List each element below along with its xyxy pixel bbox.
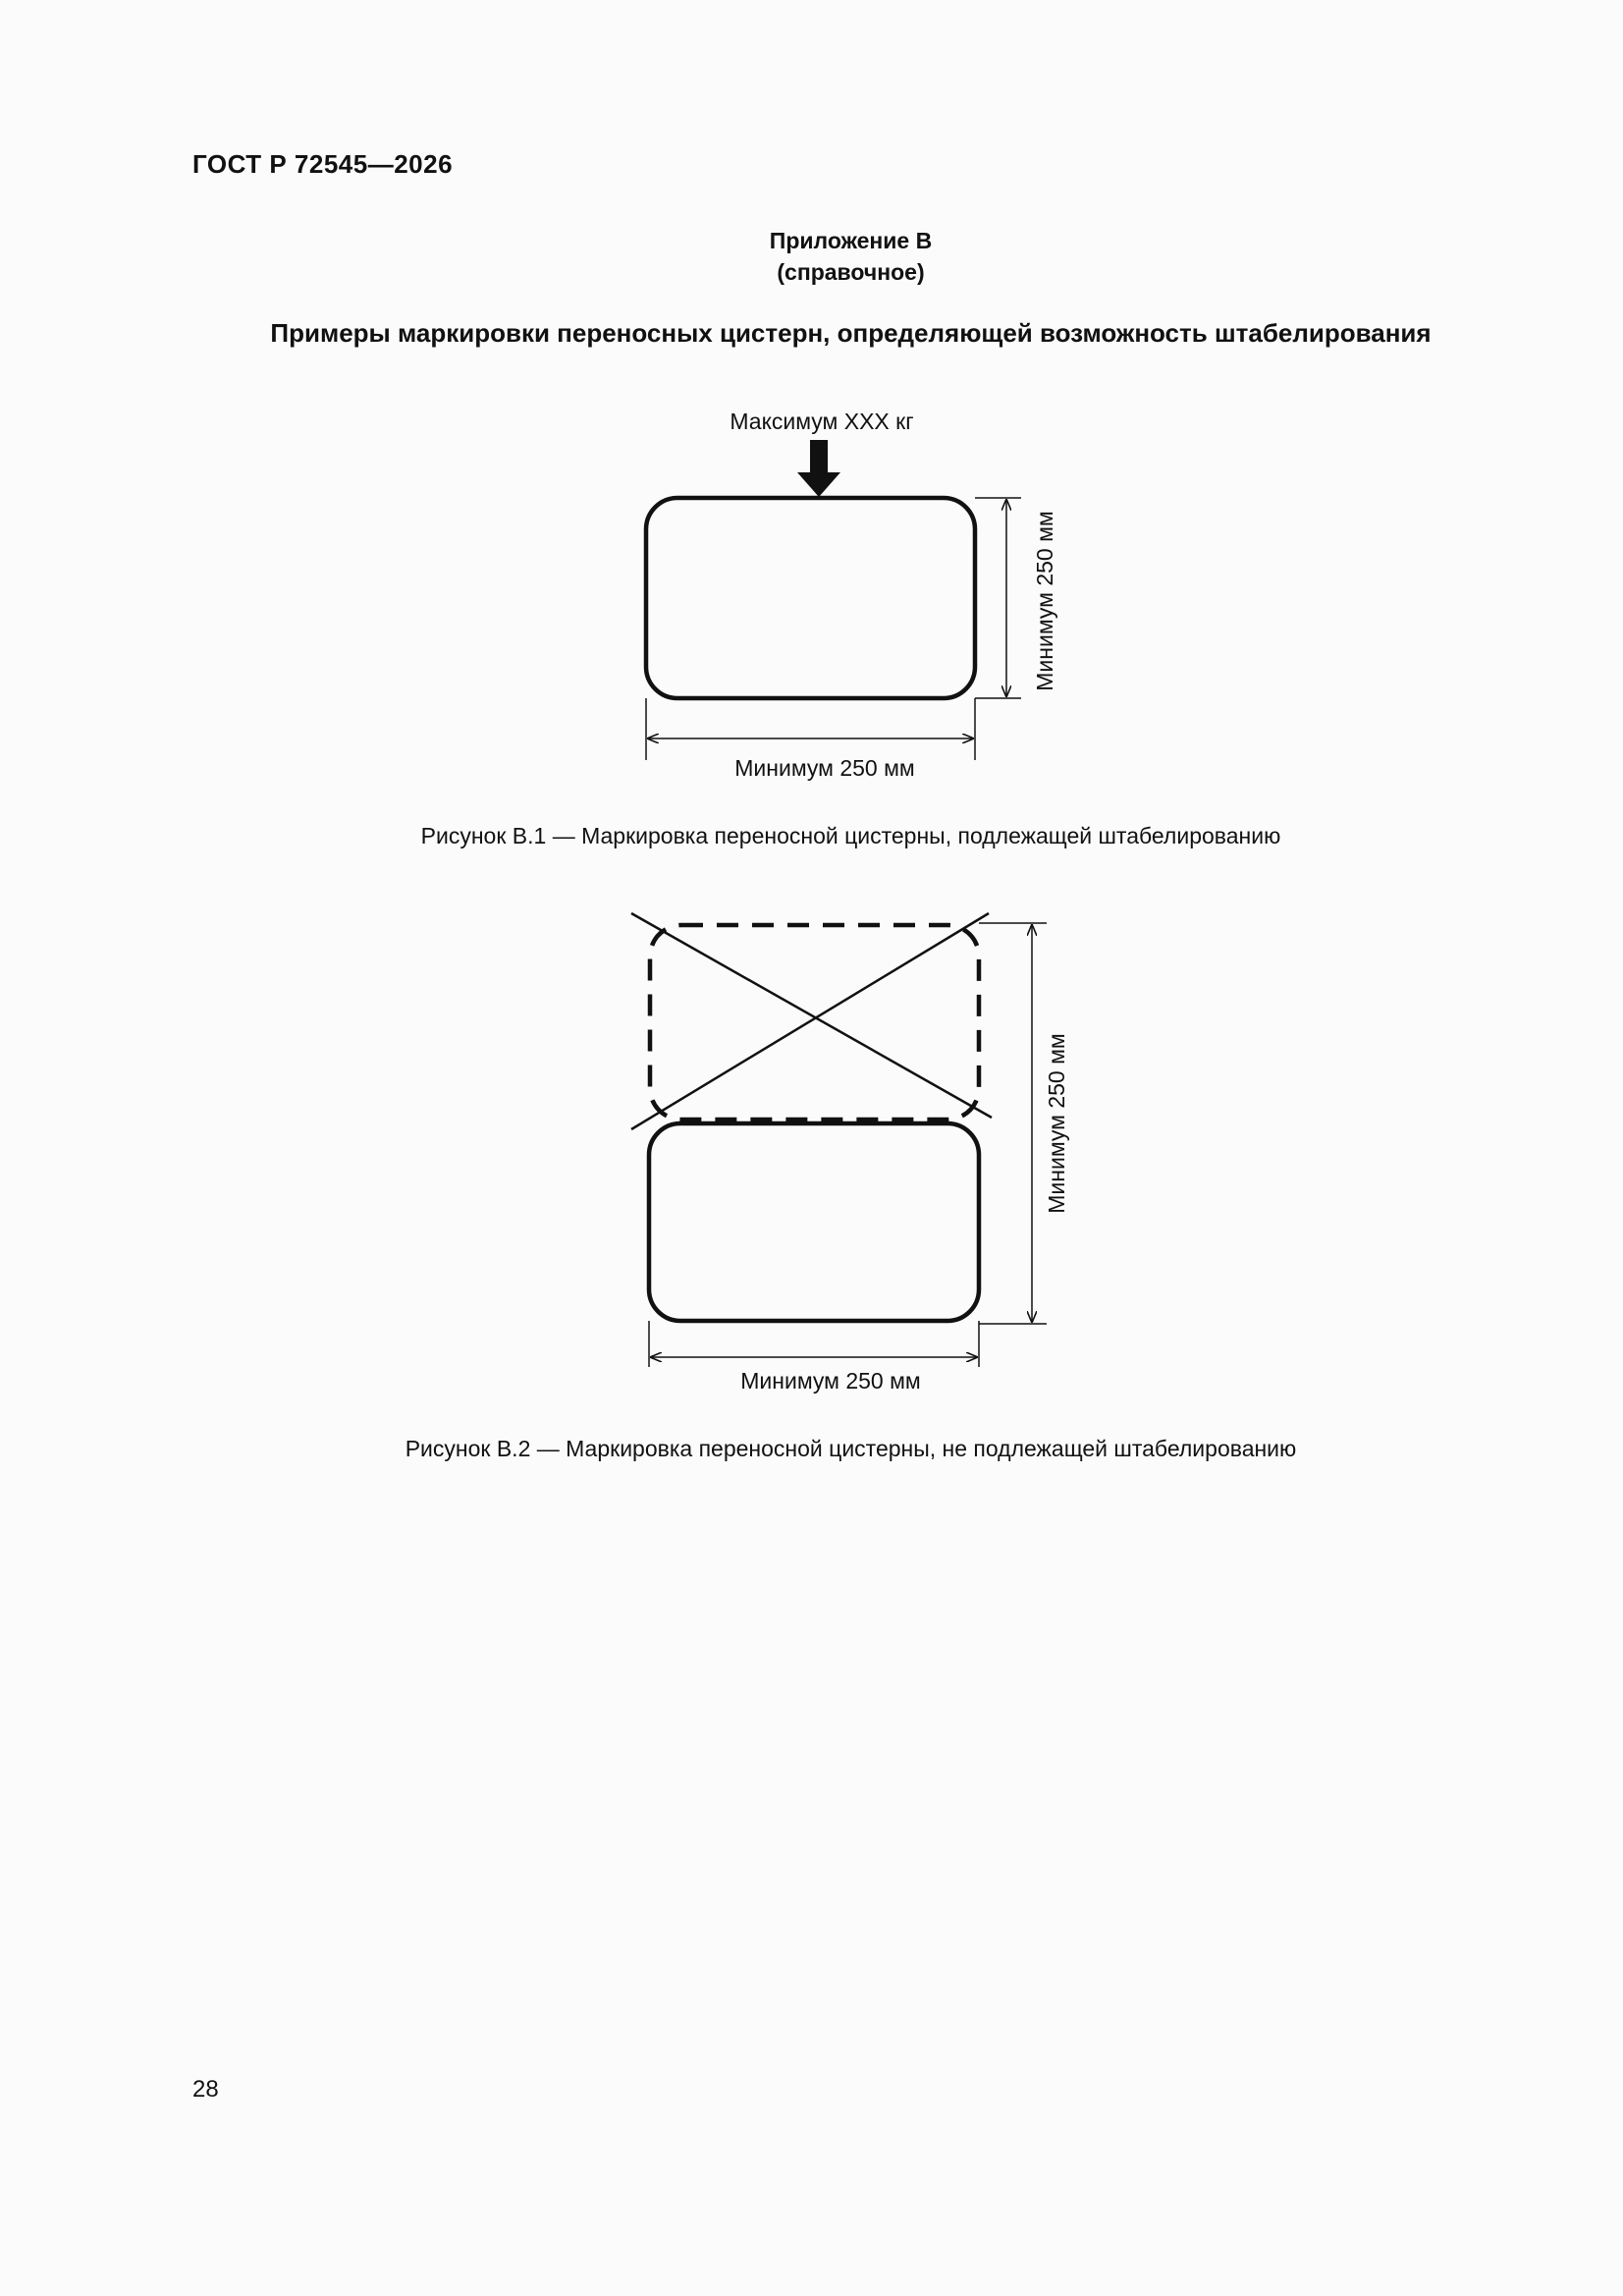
appendix-type: (справочное) — [777, 259, 925, 285]
figure-1 — [646, 409, 1057, 781]
page-number: 28 — [192, 2076, 219, 2103]
prohibition-cross-line-2 — [631, 913, 989, 1129]
figure-2 — [631, 913, 1069, 1394]
figure-1-height-label: Минимум 250 мм — [1032, 511, 1057, 691]
figure-2-width-label: Минимум 250 мм — [740, 1368, 921, 1394]
figure-1-max-load-label: Максимум XXX кг — [730, 409, 914, 434]
figure-2-lower-tank-mark — [649, 1123, 979, 1321]
document-id: ГОСТ Р 72545—2026 — [192, 149, 454, 179]
figure-1-stackable-mark — [646, 498, 975, 698]
figure-2-caption: Рисунок В.2 — Маркировка переносной цистерны, не подлежащей штабелированию — [405, 1436, 1297, 1461]
load-arrow-icon — [797, 440, 840, 497]
section-title: Примеры маркировки переносных цистерн, определяющей возможность штабелирования — [270, 318, 1432, 348]
appendix-title: Приложение В — [769, 228, 933, 253]
figure-1-caption: Рисунок В.1 — Маркировка переносной цистерны, подлежащей штабелированию — [420, 823, 1281, 848]
figure-1-width-label: Минимум 250 мм — [734, 755, 915, 781]
figure-2-height-label: Минимум 250 мм — [1044, 1033, 1069, 1214]
figure-2-dashed-upper-tank — [650, 925, 979, 1120]
